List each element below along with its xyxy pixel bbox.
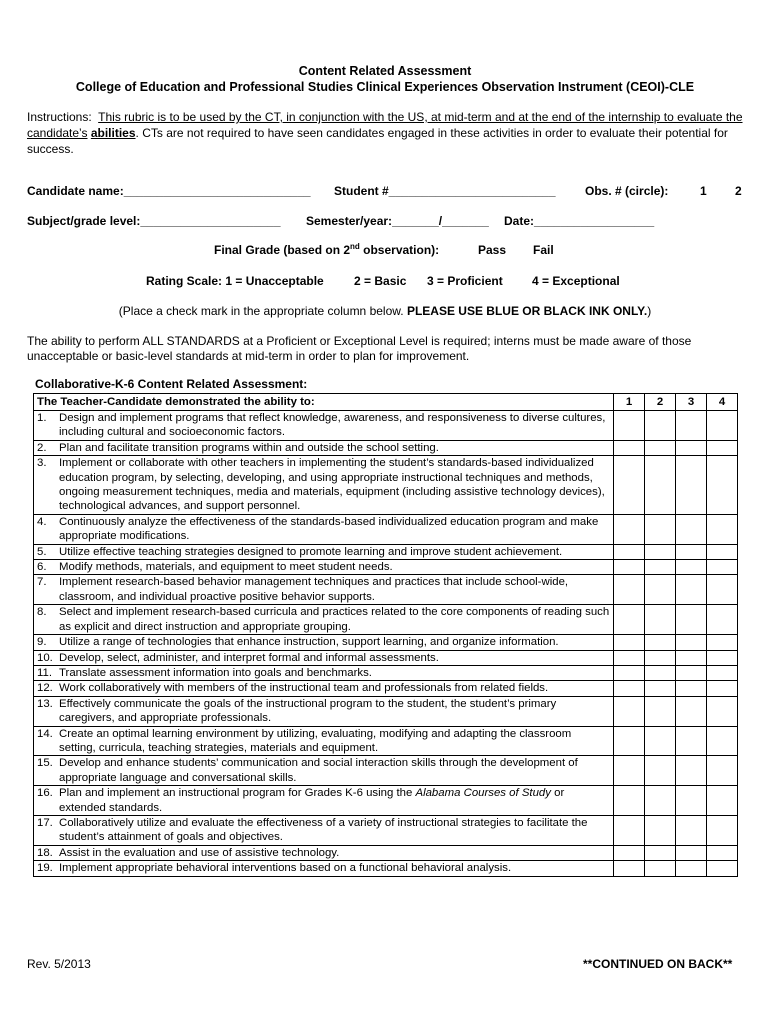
rating-cell-2[interactable] bbox=[645, 726, 676, 756]
rating-cell-3[interactable] bbox=[676, 456, 707, 515]
obs-option-1[interactable]: 1 bbox=[700, 184, 707, 198]
standard-number: 2. bbox=[37, 441, 47, 454]
standard-number: 11. bbox=[37, 666, 52, 679]
rating-cell-2[interactable] bbox=[645, 650, 676, 665]
table-row bbox=[34, 786, 738, 816]
standard-text: Collaboratively utilize and evaluate the effectiveness of a variety of instructional strategies to facilitate the student’s attainment of goals and objectives. bbox=[59, 816, 588, 844]
rating-cell-3[interactable] bbox=[676, 575, 707, 605]
instructions bbox=[27, 109, 745, 157]
standard-cell bbox=[34, 861, 614, 876]
date-label: Date:__________________ bbox=[504, 214, 655, 228]
table-row bbox=[34, 560, 738, 575]
rating-cell-1[interactable] bbox=[614, 544, 645, 559]
standard-text: Utilize a range of technologies that enhance instruction, support learning, and organize information. bbox=[59, 636, 559, 649]
rating-cell-3[interactable] bbox=[676, 861, 707, 876]
rating-cell-1[interactable] bbox=[614, 650, 645, 665]
rating-cell-1[interactable] bbox=[614, 560, 645, 575]
standard-text: Modify methods, materials, and equipment to meet student needs. bbox=[59, 561, 393, 574]
rating-cell-1[interactable] bbox=[614, 665, 645, 680]
rating-cell-2[interactable] bbox=[645, 575, 676, 605]
rating-cell-1[interactable] bbox=[614, 756, 645, 786]
instructions-text-2: . CTs are not required to have seen candidates engaged in these activities in order to evaluate their potential for success. bbox=[27, 126, 728, 156]
rating-cell-1[interactable] bbox=[614, 861, 645, 876]
rating-cell-1[interactable] bbox=[614, 845, 645, 860]
rating-cell-3[interactable] bbox=[676, 726, 707, 756]
standard-number: 6. bbox=[37, 561, 47, 574]
standard-text: Implement appropriate behavioral interventions based on a functional behavioral analysis. bbox=[59, 862, 512, 875]
revision-date: Rev. 5/2013 bbox=[27, 957, 91, 971]
pass-option[interactable]: Pass bbox=[478, 243, 507, 257]
rating-cell-3[interactable] bbox=[676, 605, 707, 635]
table-row bbox=[34, 845, 738, 860]
rating-cell-4[interactable] bbox=[707, 696, 738, 726]
standard-text: Implement or collaborate with other teachers in implementing the student’s standards-based individualized education program, by selecting, developing, and using appropriate instructional techniques and methods, ongoing measurement techniques, media and materials, equipment (including assistive technology devices), technological advances, and support personnel. bbox=[59, 457, 605, 513]
standard-number: 10. bbox=[37, 651, 53, 664]
rating-scale-2: 2 = Basic bbox=[354, 274, 407, 288]
rating-cell-3[interactable] bbox=[676, 756, 707, 786]
table-header: The Teacher-Candidate demonstrated the ability to: bbox=[34, 394, 614, 411]
rating-cell-4[interactable] bbox=[707, 756, 738, 786]
final-grade-label: Final Grade (based on 2nd observation): bbox=[214, 242, 440, 257]
rating-cell-2[interactable] bbox=[645, 756, 676, 786]
rating-cell-4[interactable] bbox=[707, 411, 738, 441]
table-row bbox=[34, 665, 738, 680]
standard-cell bbox=[34, 411, 614, 441]
standard-text: Effectively communicate the goals of the instructional program to the student, the student’s primary caregivers, and appropriate professionals. bbox=[59, 697, 557, 725]
table-row bbox=[34, 650, 738, 665]
standard-number: 9. bbox=[37, 636, 47, 649]
standard-text: Implement research-based behavior management techniques and practices that include school-wide, classroom, and individual proactive positive behavior supports. bbox=[59, 576, 569, 603]
rating-cell-3[interactable] bbox=[676, 681, 707, 696]
table-row bbox=[34, 726, 738, 756]
rating-cell-4[interactable] bbox=[707, 815, 738, 845]
date-field[interactable]: __________________ bbox=[534, 214, 655, 228]
obs-option-2[interactable]: 2 bbox=[735, 184, 742, 198]
rating-cell-3[interactable] bbox=[676, 650, 707, 665]
table-row bbox=[34, 815, 738, 845]
standard-number: 15. bbox=[37, 757, 53, 770]
col-header-1: 1 bbox=[614, 394, 645, 411]
rating-cell-4[interactable] bbox=[707, 665, 738, 680]
rating-cell-4[interactable] bbox=[707, 440, 738, 455]
standard-number: 13. bbox=[37, 697, 53, 710]
rating-cell-3[interactable] bbox=[676, 514, 707, 544]
standard-text: Create an optimal learning environment by utilizing, evaluating, modifying and adapting the classroom setting, curricula, teaching strategies, materials and equipment. bbox=[59, 727, 572, 754]
rating-cell-4[interactable] bbox=[707, 560, 738, 575]
candidate-name-field[interactable]: ____________________________ bbox=[123, 184, 311, 198]
rating-cell-2[interactable] bbox=[645, 635, 676, 650]
student-number-field[interactable]: _________________________ bbox=[388, 184, 556, 198]
rating-scale-4: 4 = Exceptional bbox=[532, 274, 620, 288]
rating-cell-1[interactable] bbox=[614, 575, 645, 605]
rating-cell-3[interactable] bbox=[676, 411, 707, 441]
table-row bbox=[34, 440, 738, 455]
subject-label: Subject/grade level:_____________________ bbox=[27, 214, 281, 228]
standard-cell bbox=[34, 815, 614, 845]
semester-label: Semester/year:_______/_______ bbox=[306, 214, 489, 228]
standard-cell bbox=[34, 845, 614, 860]
standard-number: 1. bbox=[37, 412, 47, 424]
rating-cell-2[interactable] bbox=[645, 845, 676, 860]
table-row bbox=[34, 605, 738, 635]
rating-cell-1[interactable] bbox=[614, 514, 645, 544]
page-title: Content Related Assessment bbox=[298, 64, 472, 78]
rating-cell-2[interactable] bbox=[645, 815, 676, 845]
standard-text: Plan and implement an instructional program for Grades K-6 using the Alabama Courses of Study or extended standards. bbox=[59, 787, 565, 814]
rating-cell-4[interactable] bbox=[707, 650, 738, 665]
standard-cell bbox=[34, 440, 614, 455]
standard-number: 4. bbox=[37, 515, 47, 528]
table-row bbox=[34, 544, 738, 559]
rating-cell-3[interactable] bbox=[676, 560, 707, 575]
rating-cell-2[interactable] bbox=[645, 440, 676, 455]
rating-scale-3: 3 = Proficient bbox=[427, 274, 503, 288]
table-row bbox=[34, 861, 738, 876]
standard-number: 5. bbox=[37, 545, 47, 558]
standard-number: 17. bbox=[37, 816, 53, 829]
student-number-label: Student #_________________________ bbox=[334, 184, 556, 198]
standard-text: Utilize effective teaching strategies designed to promote learning and improve student achievement. bbox=[59, 545, 563, 558]
standard-cell bbox=[34, 786, 614, 816]
standard-number: 7. bbox=[37, 576, 47, 589]
rating-cell-4[interactable] bbox=[707, 575, 738, 605]
standard-cell bbox=[34, 681, 614, 696]
rating-cell-2[interactable] bbox=[645, 514, 676, 544]
standard-text: Assist in the evaluation and use of assistive technology. bbox=[59, 846, 340, 859]
standard-cell bbox=[34, 456, 614, 515]
instructions-text: This rubric is to be used by the CT, in conjunction with the US, at mid-term and at the end of the internship to evaluate the candidate’s bbox=[27, 110, 743, 140]
rating-cell-2[interactable] bbox=[645, 861, 676, 876]
table-row bbox=[34, 696, 738, 726]
standard-cell bbox=[34, 756, 614, 786]
standard-cell bbox=[34, 514, 614, 544]
rating-cell-1[interactable] bbox=[614, 681, 645, 696]
rating-cell-1[interactable] bbox=[614, 456, 645, 515]
standard-text: Plan and facilitate transition programs within and outside the school setting. bbox=[59, 441, 439, 454]
rating-cell-4[interactable] bbox=[707, 681, 738, 696]
rating-cell-2[interactable] bbox=[645, 560, 676, 575]
table-header-row bbox=[34, 394, 738, 411]
table-row bbox=[34, 514, 738, 544]
candidate-name-label: Candidate name:____________________________ bbox=[27, 184, 311, 198]
fail-option[interactable]: Fail bbox=[533, 243, 554, 257]
rating-cell-2[interactable] bbox=[645, 681, 676, 696]
standard-cell bbox=[34, 696, 614, 726]
instructions-abilities: abilities bbox=[90, 126, 136, 140]
continued-on-back: **CONTINUED ON BACK** bbox=[583, 957, 733, 971]
rating-cell-3[interactable] bbox=[676, 440, 707, 455]
rating-cell-1[interactable] bbox=[614, 726, 645, 756]
standard-text: Work collaboratively with members of the instructional team and professionals from related fields. bbox=[59, 682, 549, 695]
standards-note: The ability to perform ALL STANDARDS at a Proficient or Exceptional Level is required; interns must be made aware of those unacceptable or basic-level standards at mid-term in order to plan for improvement. bbox=[27, 334, 692, 363]
semester-field[interactable]: _______ bbox=[392, 214, 439, 228]
standard-cell bbox=[34, 575, 614, 605]
rating-cell-3[interactable] bbox=[676, 544, 707, 559]
rating-cell-4[interactable] bbox=[707, 635, 738, 650]
rating-cell-1[interactable] bbox=[614, 440, 645, 455]
rating-cell-4[interactable] bbox=[707, 605, 738, 635]
section-title: Collaborative-K-6 Content Related Assessment: bbox=[35, 377, 308, 391]
rating-cell-4[interactable] bbox=[707, 726, 738, 756]
standard-number: 14. bbox=[37, 727, 53, 740]
rating-cell-1[interactable] bbox=[614, 605, 645, 635]
standard-number: 12. bbox=[37, 682, 53, 695]
rating-cell-4[interactable] bbox=[707, 456, 738, 515]
table-row bbox=[34, 681, 738, 696]
standard-text: Develop and enhance students’ communication and social interaction skills through the development of appropriate language and conversational skills. bbox=[59, 757, 578, 784]
rating-cell-2[interactable] bbox=[645, 605, 676, 635]
rating-cell-1[interactable] bbox=[614, 696, 645, 726]
standard-number: 8. bbox=[37, 606, 47, 619]
standard-cell bbox=[34, 544, 614, 559]
rating-cell-1[interactable] bbox=[614, 786, 645, 816]
standard-number: 3. bbox=[37, 457, 47, 470]
rating-cell-1[interactable] bbox=[614, 411, 645, 441]
rating-cell-4[interactable] bbox=[707, 861, 738, 876]
table-row bbox=[34, 635, 738, 650]
standard-cell bbox=[34, 665, 614, 680]
standard-text: Design and implement programs that reflect knowledge, awareness, and responsiveness to diverse cultures, including cultural and socioeconomic factors. bbox=[59, 412, 606, 439]
rating-cell-3[interactable] bbox=[676, 665, 707, 680]
rating-cell-3[interactable] bbox=[676, 696, 707, 726]
standard-cell bbox=[34, 650, 614, 665]
rating-scale-1: Rating Scale: 1 = Unacceptable bbox=[146, 274, 324, 288]
rating-cell-2[interactable] bbox=[645, 411, 676, 441]
rating-cell-2[interactable] bbox=[645, 786, 676, 816]
standard-cell bbox=[34, 635, 614, 650]
rating-cell-2[interactable] bbox=[645, 665, 676, 680]
rating-cell-3[interactable] bbox=[676, 786, 707, 816]
col-header-4: 4 bbox=[707, 394, 738, 411]
standard-number: 18. bbox=[37, 846, 53, 859]
standard-number: 19. bbox=[37, 862, 53, 875]
standard-text: Translate assessment information into goals and benchmarks. bbox=[59, 666, 372, 679]
table-row bbox=[34, 411, 738, 441]
obs-label: Obs. # (circle): bbox=[585, 184, 669, 198]
rating-cell-1[interactable] bbox=[614, 635, 645, 650]
table-row bbox=[34, 756, 738, 786]
rating-cell-2[interactable] bbox=[645, 544, 676, 559]
page-subtitle: College of Education and Professional Studies Clinical Experiences Observation Instrument (CEOI)-CLE bbox=[75, 80, 695, 94]
year-field[interactable]: _______ bbox=[442, 214, 489, 228]
table-row bbox=[34, 456, 738, 515]
rubric-table bbox=[33, 393, 738, 877]
subject-field[interactable]: _____________________ bbox=[140, 214, 281, 228]
standard-text: Develop, select, administer, and interpret formal and informal assessments. bbox=[59, 651, 439, 664]
col-header-3: 3 bbox=[676, 394, 707, 411]
standard-text: Continuously analyze the effectiveness of the standards-based individualized education program and make appropriate modifications. bbox=[59, 515, 599, 543]
rating-cell-3[interactable] bbox=[676, 815, 707, 845]
rating-cell-4[interactable] bbox=[707, 786, 738, 816]
col-header-2: 2 bbox=[645, 394, 676, 411]
rating-cell-1[interactable] bbox=[614, 815, 645, 845]
rating-cell-4[interactable] bbox=[707, 845, 738, 860]
standard-cell bbox=[34, 726, 614, 756]
instructions-label: Instructions: bbox=[27, 110, 92, 124]
rating-cell-4[interactable] bbox=[707, 514, 738, 544]
standard-text: Select and implement research-based curricula and practices related to the core components of reading such as explicit and direct instruction and appropriate grouping. bbox=[59, 606, 610, 633]
rating-cell-2[interactable] bbox=[645, 456, 676, 515]
standard-cell bbox=[34, 560, 614, 575]
table-row bbox=[34, 575, 738, 605]
standard-cell bbox=[34, 605, 614, 635]
rating-cell-4[interactable] bbox=[707, 544, 738, 559]
rating-cell-3[interactable] bbox=[676, 635, 707, 650]
rating-cell-3[interactable] bbox=[676, 845, 707, 860]
check-mark-note: (Place a check mark in the appropriate column below. PLEASE USE BLUE OR BLACK INK ONLY.) bbox=[118, 304, 652, 318]
rating-cell-2[interactable] bbox=[645, 696, 676, 726]
standard-number: 16. bbox=[37, 787, 53, 800]
